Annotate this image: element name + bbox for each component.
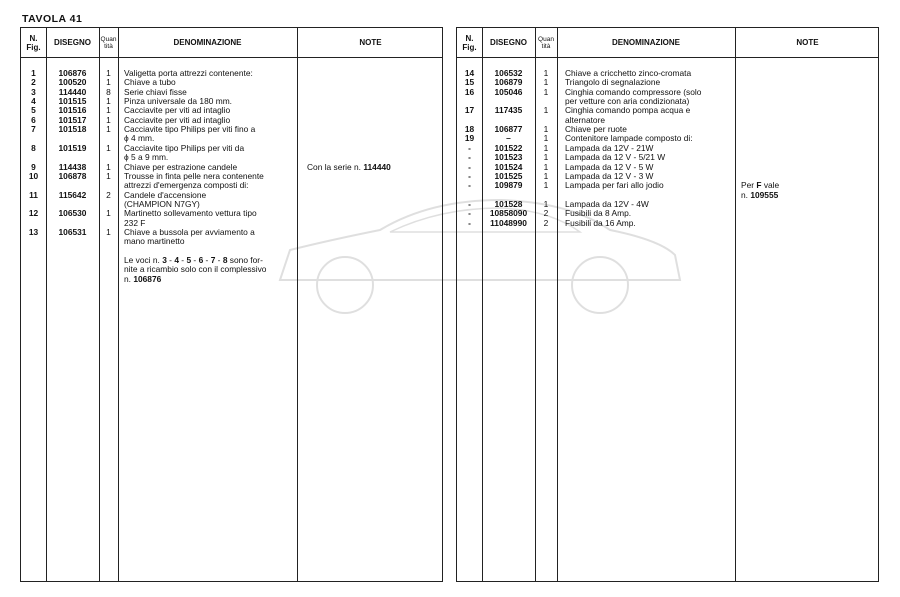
part-number: 101528	[494, 198, 523, 209]
quantity: 1	[106, 208, 111, 219]
part-number: 101523	[494, 152, 523, 163]
description: Fusibili da 8 Amp.	[565, 208, 632, 219]
quantity: 8	[106, 86, 111, 97]
part-number: 101517	[58, 114, 87, 125]
description: Lampada da 12 V - 5/21 W	[565, 152, 666, 163]
header-note: NOTE	[359, 38, 382, 47]
parts-table-right	[456, 27, 879, 582]
fig-number: 12	[28, 208, 39, 219]
fig-number: 10	[28, 170, 39, 181]
quantity: 1	[543, 180, 549, 191]
fig-number: -	[468, 170, 471, 181]
fig-number: -	[468, 198, 471, 209]
quantity: 1	[543, 161, 549, 172]
fig-number: 11	[29, 189, 38, 200]
description: alternatore	[565, 114, 606, 125]
quantity: 1	[543, 68, 549, 78]
description: Pinza universale da 180 mm.	[124, 96, 232, 107]
description: Martinetto sollevamento vettura tipo	[124, 208, 257, 219]
description: Cinghia comando compressore (solo	[565, 86, 702, 97]
quantity: 1	[106, 170, 111, 181]
fig-number: -	[468, 142, 471, 153]
fig-number: 13	[28, 226, 39, 237]
fig-number: 6	[31, 114, 36, 125]
quantity: 1	[543, 124, 549, 135]
page-title: TAVOLA 41	[22, 13, 83, 25]
description: nite a ricambio solo con il complessivo	[124, 264, 267, 275]
description: Cacciavite per viti ad intaglio	[124, 114, 231, 125]
parts-table-left	[20, 27, 443, 582]
part-number: 114438	[58, 161, 87, 172]
part-number: 101522	[494, 142, 523, 153]
fig-number: -	[468, 180, 471, 191]
part-number: 115642	[58, 189, 87, 200]
quantity: 1	[106, 77, 111, 88]
part-number: 101519	[58, 142, 87, 153]
quantity: 1	[106, 105, 111, 116]
quantity: 1	[106, 161, 111, 172]
description: Lampada da 12 V - 3 W	[565, 170, 654, 181]
description: Chiave per ruote	[565, 124, 627, 135]
part-number: 101516	[58, 105, 87, 116]
quantity: 2	[106, 189, 111, 200]
part-number: 109879	[494, 180, 523, 191]
note-text: Con la serie n. 114440	[307, 161, 391, 172]
header-quantita: Quan tità	[100, 35, 117, 50]
quantity: 1	[106, 124, 111, 135]
fig-number: 19	[464, 133, 475, 144]
header-nfig: N. Fig.	[26, 33, 41, 52]
description: Candele d'accensione	[124, 189, 207, 200]
description: Lampada per fari allo jodio	[565, 180, 664, 191]
description: Cacciavite per viti ad intaglio	[124, 105, 231, 116]
fig-number: -	[468, 217, 471, 228]
part-number: 100520	[58, 77, 87, 88]
description: Trousse in finta pelle nera contenente	[124, 170, 264, 181]
description: Cacciavite tipo Philips per viti fino a	[124, 124, 256, 135]
description: Le voci n. 3 - 4 - 5 - 6 - 7 - 8 sono for-	[124, 255, 263, 265]
part-number: –	[506, 133, 511, 144]
quantity: 2	[543, 208, 549, 219]
header-disegno: DISEGNO	[54, 38, 91, 47]
quantity: 1	[543, 198, 549, 209]
part-number: 101515	[58, 96, 87, 107]
fig-number: 2	[31, 77, 36, 88]
fig-number: 1	[31, 68, 36, 78]
part-number: 101518	[58, 124, 87, 135]
quantity: 1	[543, 152, 549, 163]
description: Lampada da 12V - 4W	[565, 198, 649, 209]
fig-number: 17	[464, 105, 475, 116]
part-number: 105046	[494, 86, 523, 97]
header-denominazione: DENOMINAZIONE	[173, 38, 242, 47]
fig-number: 7	[31, 124, 36, 135]
part-number: 106879	[494, 77, 523, 88]
header-denominazione: DENOMINAZIONE	[612, 38, 680, 47]
description: n. 106876	[124, 273, 162, 284]
part-number: 106532	[494, 68, 523, 78]
description: Chiave per estrazione candele	[124, 161, 238, 172]
quantity: 1	[106, 226, 111, 237]
description: Chiave a cricchetto zinco-cromata	[565, 68, 692, 78]
quantity: 1	[543, 133, 549, 144]
description: Triangolo di segnalazione	[565, 77, 661, 88]
part-number: 101524	[494, 161, 523, 172]
fig-number: 5	[31, 105, 36, 116]
quantity: 1	[543, 142, 549, 153]
description: 232 F	[124, 217, 146, 228]
description: Cinghia comando pompa acqua e	[565, 105, 691, 116]
quantity: 1	[543, 86, 549, 97]
header-note: NOTE	[796, 38, 819, 47]
header-nfig: N. Fig.	[462, 33, 477, 52]
description: per vetture con aria condizionata)	[565, 96, 690, 107]
description: (CHAMPION N7GY)	[124, 198, 200, 209]
fig-number: 3	[31, 86, 36, 97]
fig-number: -	[468, 161, 471, 172]
quantity: 1	[543, 105, 549, 116]
part-number: 106877	[494, 124, 523, 135]
quantity: 1	[106, 68, 111, 78]
part-number: 106878	[58, 170, 87, 181]
description: Contenitore lampade composto di:	[565, 133, 693, 144]
description: ϕ 5 a 9 mm.	[124, 152, 169, 163]
quantity: 1	[106, 96, 111, 107]
fig-number: -	[468, 152, 471, 163]
note-text: Per F vale	[741, 180, 780, 191]
fig-number: 18	[464, 124, 475, 135]
description: Chiave a bussola per avviamento a	[124, 226, 255, 237]
description: Chiave a tubo	[124, 77, 176, 88]
description: ϕ 4 mm.	[124, 133, 155, 144]
quantity: 1	[543, 77, 549, 88]
fig-number: 14	[464, 68, 475, 78]
description: Cacciavite tipo Philips per viti da	[124, 142, 245, 153]
part-number: 106876	[58, 68, 87, 78]
quantity: 1	[106, 142, 111, 153]
description: attrezzi d'emergenza composti di:	[124, 180, 249, 191]
description: Serie chiavi fisse	[124, 86, 187, 97]
header-disegno: DISEGNO	[490, 38, 527, 47]
part-number: 106531	[58, 226, 87, 237]
part-number: 10858090	[489, 208, 528, 219]
part-number: 11048990	[490, 217, 527, 228]
part-number: 117435	[494, 105, 523, 116]
description: Lampada da 12V - 21W	[565, 142, 654, 153]
fig-number: 9	[31, 161, 36, 172]
description: Fusibili da 16 Amp.	[565, 217, 636, 228]
part-number: 101525	[494, 170, 523, 181]
fig-number: -	[468, 208, 471, 219]
fig-number: 4	[31, 96, 36, 107]
fig-number: 8	[31, 142, 36, 153]
quantity: 1	[106, 114, 111, 125]
quantity: 1	[543, 170, 549, 181]
fig-number: 15	[464, 77, 475, 88]
part-number: 106530	[58, 208, 87, 219]
quantity: 2	[543, 217, 549, 228]
description: Lampada da 12 V - 5 W	[565, 161, 654, 172]
description: Valigetta porta attrezzi contenente:	[124, 68, 253, 78]
note-text: n. 109555	[741, 189, 779, 200]
fig-number: 16	[464, 86, 475, 97]
part-number: 114440	[58, 86, 87, 97]
description: mano martinetto	[124, 236, 185, 247]
header-quantita: Quan tità	[538, 35, 554, 50]
